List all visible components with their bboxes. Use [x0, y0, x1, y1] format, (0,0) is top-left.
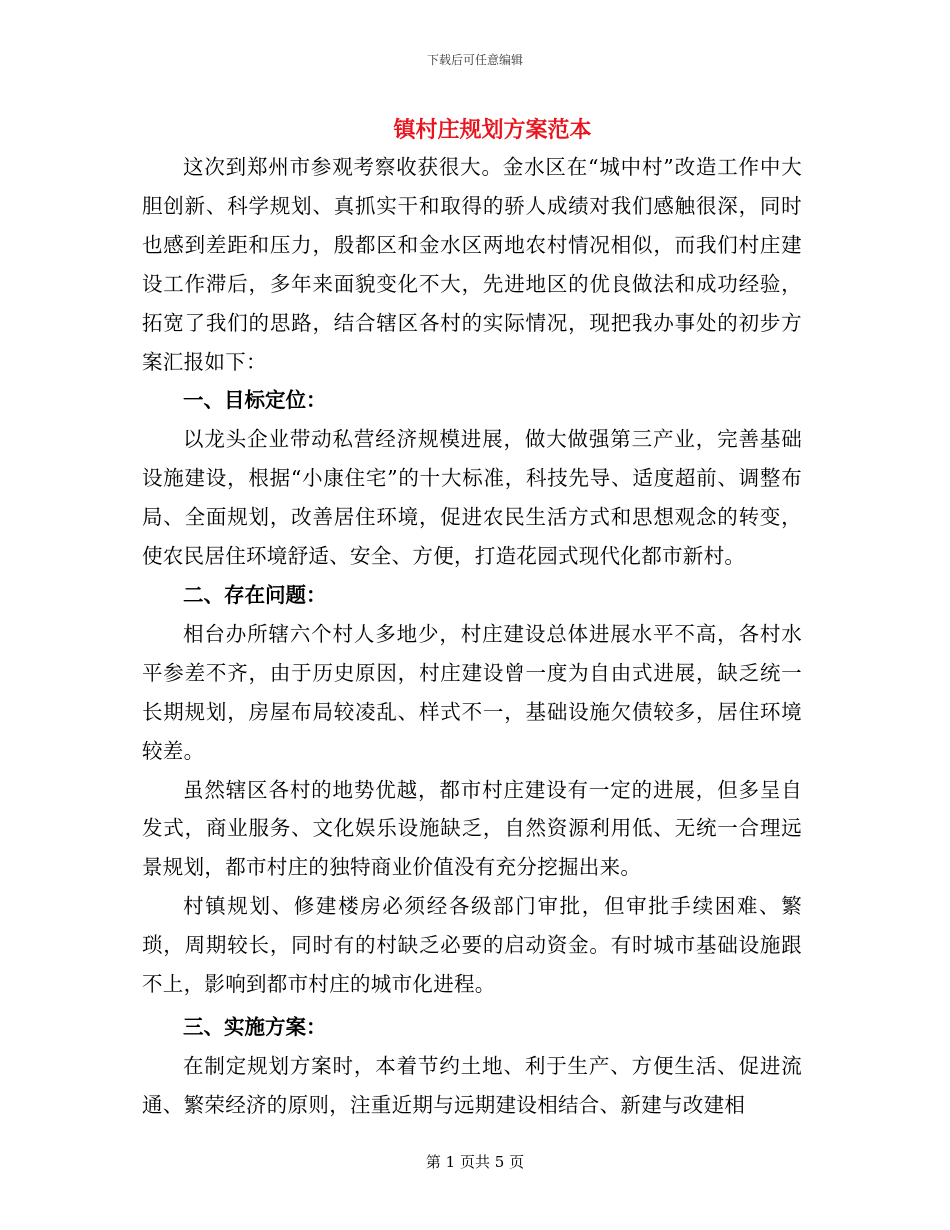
section-plan — [142, 1008, 802, 1125]
page-footer: 第 1 页共 5 页 — [425, 1153, 525, 1171]
section-problems — [142, 576, 802, 1004]
section-goal — [142, 381, 802, 576]
section-paragraph: 虽然辖区各村的地势优越，都市村庄建设有一定的进展，但多呈自发式，商业服务、文化娱乐设施缺乏，自然资源利用低、无统一合理远景规划，都市村庄的独特商业价值没有充分挖掘出来。 — [142, 777, 802, 880]
section-heading: 二、存在问题： — [183, 582, 327, 607]
section-paragraph: 相台办所辖六个村人多地少，村庄建设总体进展水平不高，各村水平参差不齐，由于历史原因，村庄建设曾一度为自由式进展，缺乏统一长期规划，房屋布局较凌乱、样式不一，基础设施欠债较多，居住环境较差。 — [142, 621, 802, 763]
section-heading: 一、目标定位： — [183, 388, 327, 413]
intro-paragraph: 这次到郑州市参观考察收获很大。金水区在“城中村”改造工作中大胆创新、科学规划、真抓实干和取得的骄人成绩对我们感触很深，同时也感到差距和压力，殷都区和金水区两地农村情况相似，而我们村庄建设工作滞后，多年来面貌变化不大，先进地区的优良做法和成功经验，拓宽了我们的思路，结合辖区各村的实际情况，现把我办事处的初步方案汇报如下： — [142, 155, 802, 374]
document-body — [142, 148, 802, 1125]
section-paragraph: 村镇规划、修建楼房必须经各级部门审批，但审批手续困难、繁琐，周期较长，同时有的村缺乏必要的启动资金。有时城市基础设施跟不上，影响到都市村庄的城市化进程。 — [142, 894, 802, 997]
section-heading: 三、实施方案： — [183, 1014, 327, 1039]
page-header: 下载后可任意编辑 — [426, 53, 523, 67]
section-paragraph: 在制定规划方案时，本着节约土地、利于生产、方便生活、促进流通、繁荣经济的原则，注重近期与远期建设相结合、新建与改建相 — [142, 1053, 802, 1117]
section-paragraph: 以龙头企业带动私营经济规模进展，做大做强第三产业，完善基础设施建设，根据“小康住宅”的十大标准，科技先导、适度超前、调整布局、全面规划，改善居住环境，促进农民生活方式和思想观念的转变，使农民居住环境舒适、安全、方便，打造花园式现代化都市新村。 — [142, 427, 802, 569]
document-title: 镇村庄规划方案范本 — [393, 117, 592, 143]
